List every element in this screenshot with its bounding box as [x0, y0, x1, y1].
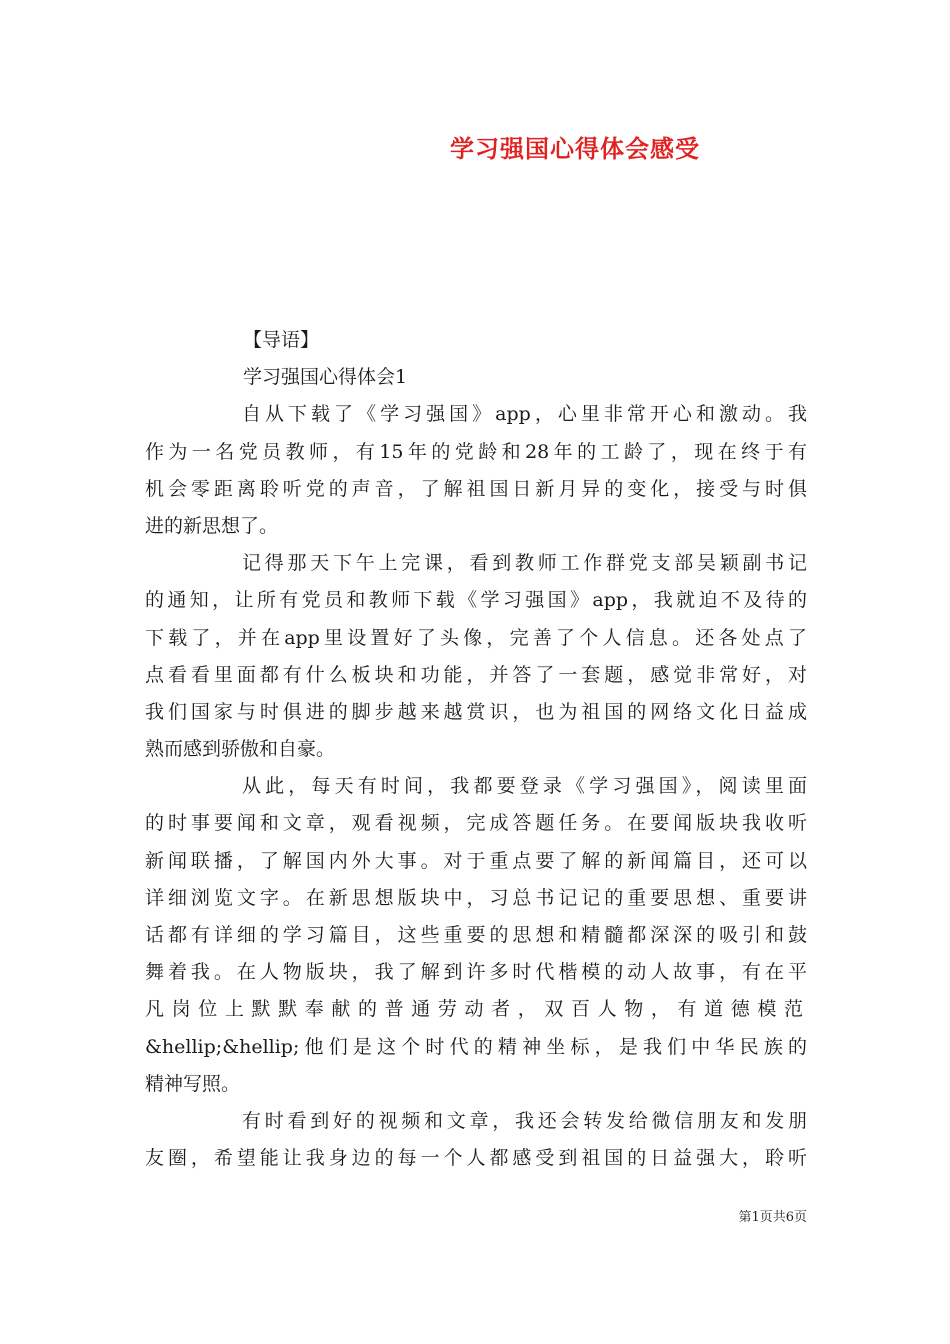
paragraph-line: 点看看里面都有什么板块和功能，并答了一套题，感觉非常好，对 — [145, 663, 807, 686]
paragraph-line: 凡岗位上默默奉献的普通劳动者，双百人物，有道德模范 — [145, 998, 807, 1021]
paragraph-line: 自从下载了《学习强国》app，心里非常开心和激动。我 — [242, 403, 807, 426]
paragraph-line: 的通知，让所有党员和教师下载《学习强国》app，我就迫不及待的 — [145, 589, 807, 612]
page-number-footer: 第1页共6页 — [738, 1210, 807, 1225]
paragraph-line: 的时事要闻和文章，观看视频，完成答题任务。在要闻版块我收听 — [145, 812, 807, 835]
paragraph-line: 精神写照。 — [145, 1072, 241, 1095]
section-subtitle: 学习强国心得体会1 — [243, 366, 408, 389]
paragraph-line: 进的新思想了。 — [145, 514, 279, 537]
paragraph-line: 新闻联播，了解国内外大事。对于重点要了解的新闻篇目，还可以 — [145, 849, 807, 872]
paragraph-line: 友圈，希望能让我身边的每一个人都感受到祖国的日益强大，聆听 — [145, 1147, 807, 1170]
paragraph-line: 记得那天下午上完课，看到教师工作群党支部吴颖副书记 — [242, 552, 807, 575]
paragraph-line: &hellip;&hellip;他们是这个时代的精神坐标，是我们中华民族的 — [145, 1035, 807, 1058]
document-body — [145, 322, 807, 1177]
paragraph-line: 我们国家与时俱进的脚步越来越赏识，也为祖国的网络文化日益成 — [145, 700, 807, 723]
paragraph-line: 机会零距离聆听党的声音，了解祖国日新月异的变化，接受与时俱 — [145, 477, 807, 500]
paragraph-line: 熟而感到骄傲和自豪。 — [145, 738, 336, 761]
paragraph-line: 话都有详细的学习篇目，这些重要的思想和精髓都深深的吸引和鼓 — [145, 924, 807, 946]
paragraph-line: 从此，每天有时间，我都要登录《学习强国》，阅读里面 — [242, 775, 807, 798]
paragraph-line: 详细浏览文字。在新思想版块中，习总书记记的重要思想、重要讲 — [145, 886, 807, 909]
paragraph-line: 舞着我。在人物版块，我了解到许多时代楷模的动人故事，有在平 — [145, 961, 807, 984]
lead-label: 【导语】 — [243, 329, 320, 351]
paragraph-line: 有时看到好的视频和文章，我还会转发给微信朋友和发朋 — [242, 1109, 807, 1132]
paragraph-line: 作为一名党员教师，有15年的党龄和28年的工龄了，现在终于有 — [145, 440, 807, 463]
paragraph-line: 下载了，并在app里设置好了头像，完善了个人信息。还各处点了 — [145, 626, 807, 649]
document-title: 学习强国心得体会感受 — [450, 134, 700, 163]
